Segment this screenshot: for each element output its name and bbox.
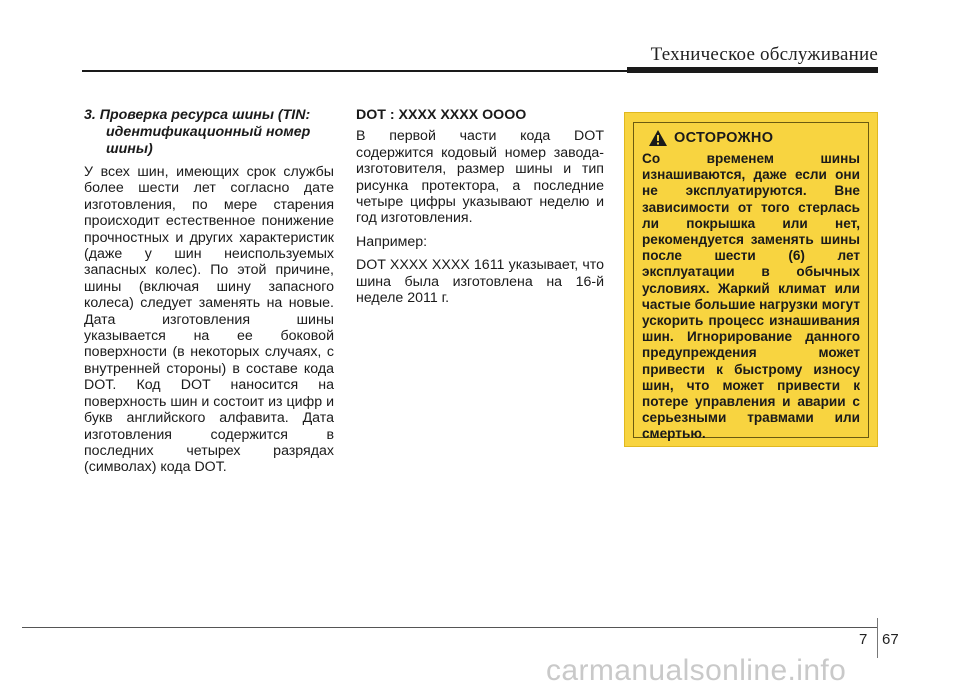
footer-rule: [22, 627, 878, 628]
footer-divider: [877, 618, 878, 658]
warning-title: ОСТОРОЖНО: [674, 130, 774, 146]
left-body-text: У всех шин, имеющих срок службы более шести лет согласно дате изготовления, по мере старения происходит естественное понижение прочностных и других характеристик (даже у шин неиспользуемых запасных колес). По этой причине, шины (включая шину запасного колеса) следует заменять на новые. Дата изготовления шины указывается на ее боковой поверхности (в некоторых случаях, с внутренней стороны) в составе кода DOT. Код DOT наносится на поверхность шин и состоит из цифр и букв английского алфавита. Дата изготовления содержится в последних четырех разрядах (символах) кода DOT.: [84, 164, 334, 476]
warning-text: Со временем шины изнашиваются, даже если они не эксплуатируются. Вне зависимости от того стерлась ли покрышка или нет, рекомендуется заменять шины после шести (6) лет эксплуатации в обычных условиях. Жаркий климат или частые большие нагрузки могут ускорить процесс изнашивания шин. Игнорирование данного предупреждения может привести к быстрому износу шин, что может привести к потере управления и аварии с серьезными травмами или смертью.: [642, 151, 860, 442]
warning-header: [648, 129, 868, 147]
middle-column: [356, 107, 604, 306]
section-heading: 3. Проверка ресурса шины (TIN: идентификационный номер шины): [84, 107, 311, 157]
header-title: Техническое обслуживание: [650, 44, 878, 65]
dot-paragraph-1: В первой части кода DOT содержится кодовый номер завода-изготовителя, размер шины и тип рисунка протектора, а последние четыре цифры указывают неделю и год изготовления.: [356, 128, 604, 227]
warning-triangle-icon: [648, 129, 668, 147]
watermark: carmanualsonline.info: [546, 654, 847, 687]
warning-inner-frame: [633, 122, 869, 442]
dot-paragraph-3: DOT XXXX XXXX 1611 указывает, что шина была изготовлена на 16-й неделе 2011 г.: [356, 257, 604, 307]
left-column: [84, 107, 334, 476]
chapter-number: 7: [859, 631, 868, 648]
warning-box: [624, 112, 878, 447]
page-number: 67: [882, 631, 899, 648]
dot-code-heading: DOT : XXXX XXXX OOOO: [356, 107, 527, 123]
header-rule-accent: [627, 67, 878, 73]
dot-paragraph-2: Например:: [356, 233, 428, 250]
